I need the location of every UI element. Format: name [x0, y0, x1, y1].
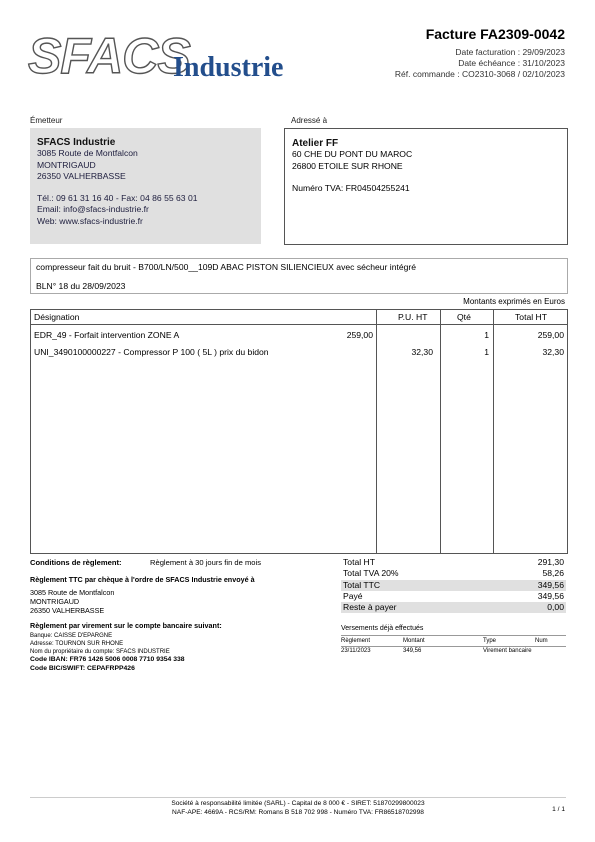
emetteur-address: 3085 Route de Montfalcon — [37, 148, 138, 159]
total-row — [341, 591, 566, 602]
versements-table — [341, 635, 566, 656]
vers-header-num: Num — [535, 638, 548, 644]
cheque-address3: 26350 VALHERBASSE — [30, 606, 105, 615]
total-row — [341, 568, 566, 579]
legal-footer — [30, 797, 566, 817]
adresse-box — [284, 128, 568, 245]
ref-commande: Réf. commande : CO2310-3068 / 02/10/2023 — [394, 69, 565, 79]
vers-header-montant: Montant — [403, 638, 425, 644]
emetteur-label: Émetteur — [30, 116, 63, 125]
invoice-lines-table — [30, 309, 568, 554]
totals-block — [341, 557, 566, 613]
total-row — [341, 557, 566, 568]
description-box — [30, 258, 568, 294]
page-number: 1 / 1 — [552, 806, 565, 813]
row-pu: 259,00 — [346, 330, 373, 340]
emetteur-name: SFACS Industrie — [37, 137, 116, 148]
row-designation: UNI_3490100000227 - Compressor P 100 ( 5L ) prix du bidon — [34, 347, 269, 357]
emetteur-web: Web: www.sfacs-industrie.fr — [37, 215, 143, 226]
date-facturation: Date facturation : 29/09/2023 — [455, 47, 565, 57]
bank-address: Adresse: TOURNON SUR RHONE — [30, 641, 124, 647]
emetteur-phone: Tél.: 09 61 31 16 40 - Fax: 04 86 55 63 01 — [37, 193, 198, 204]
row-designation: EDR_49 - Forfait intervention ZONE A — [34, 330, 180, 340]
row-qty: 1 — [484, 347, 489, 357]
footer-line2: NAF-APE: 4669A - RCS/RM: Romans B 518 702 998 - Numéro TVA: FR86518702998 — [172, 809, 424, 816]
client-postal: 26800 ETOILE SUR RHONE — [292, 160, 403, 171]
total-label: Total TVA 20% — [343, 568, 399, 579]
total-value: 349,56 — [537, 590, 564, 601]
iban: Code IBAN: FR76 1426 5006 0008 7710 9354 338 — [30, 656, 185, 663]
emetteur-email: Email: info@sfacs-industrie.fr — [37, 204, 149, 215]
adresse-label: Adressé à — [291, 116, 328, 125]
row-pu: 32,30 — [411, 347, 433, 357]
vers-header-reglement: Règlement — [341, 638, 371, 644]
bic: Code BIC/SWIFT: CEPAFRPP426 — [30, 664, 135, 672]
row-total: 259,00 — [537, 330, 564, 340]
description-line1: compresseur fait du bruit - B700/LN/500__109D ABAC PISTON SILIENCIEUX avec sécheur intégré — [36, 262, 417, 272]
table-header — [31, 310, 567, 325]
total-value: 0,00 — [547, 602, 564, 613]
client-address: 60 CHE DU PONT DU MAROC — [292, 149, 413, 160]
vers-row-montant: 349,56 — [403, 648, 422, 654]
versements-title: Versements déjà effectués — [341, 625, 424, 632]
cheque-address1: 3085 Route de Montfalcon — [30, 588, 115, 597]
row-qty: 1 — [484, 330, 489, 340]
total-row — [341, 602, 566, 613]
description-line2: BLN° 18 du 28/09/2023 — [36, 281, 126, 291]
conditions-value: Règlement à 30 jours fin de mois — [150, 558, 262, 567]
versements-block — [341, 625, 566, 656]
row-total: 32,30 — [542, 347, 564, 357]
virement-title: Règlement par virement sur le compte bancaire suivant: — [30, 621, 222, 630]
emetteur-box — [30, 128, 261, 244]
total-value: 349,56 — [537, 579, 564, 590]
cheque-title: Règlement TTC par chèque à l'ordre de SFACS Industrie envoyé à — [30, 575, 255, 584]
total-row — [341, 580, 566, 591]
company-logo — [28, 30, 288, 85]
logo-industrie-text: Industrie — [173, 52, 284, 83]
invoice-meta — [395, 47, 565, 80]
emetteur-postal: 26350 VALHERBASSE — [37, 170, 126, 181]
vers-row-type: Virement bancaire — [483, 648, 532, 654]
client-tva: Numéro TVA: FR04504255241 — [292, 182, 410, 193]
total-value: 58,26 — [542, 568, 564, 579]
logo-sfacs-text: SFACS — [28, 28, 190, 84]
account-owner: Nom du propriétaire du compte: SFACS INDUSTRIE — [30, 649, 170, 655]
vers-row-reglement: 23/11/2023 — [341, 648, 371, 654]
cheque-address2: MONTRIGAUD — [30, 597, 80, 606]
conditions-label: Conditions de règlement: — [30, 558, 122, 567]
total-label: Total TTC — [343, 579, 381, 590]
total-label: Payé — [343, 590, 363, 601]
vers-header-type: Type — [483, 638, 497, 644]
emetteur-city: MONTRIGAUD — [37, 159, 96, 170]
total-value: 291,30 — [537, 557, 564, 567]
date-echeance: Date échéance : 31/10/2023 — [458, 58, 565, 68]
total-label: Total HT — [343, 557, 375, 567]
currency-note: Montants exprimés en Euros — [463, 297, 565, 306]
conditions-block — [30, 558, 330, 673]
bank-name: Banque: CAISSE D'EPARGNE — [30, 633, 113, 639]
footer-line1: Société à responsabilité limitée (SARL) - Capital de 8 000 € - SIRET: 51870299800023 — [171, 800, 425, 807]
invoice-title: Facture FA2309-0042 — [425, 26, 565, 42]
header-total: Total HT — [515, 312, 547, 322]
header-pu: P.U. HT — [398, 312, 428, 322]
client-name: Atelier FF — [292, 138, 339, 149]
header-qty: Qté — [457, 312, 471, 322]
header-designation: Désignation — [34, 312, 80, 322]
total-label: Reste à payer — [343, 602, 397, 613]
